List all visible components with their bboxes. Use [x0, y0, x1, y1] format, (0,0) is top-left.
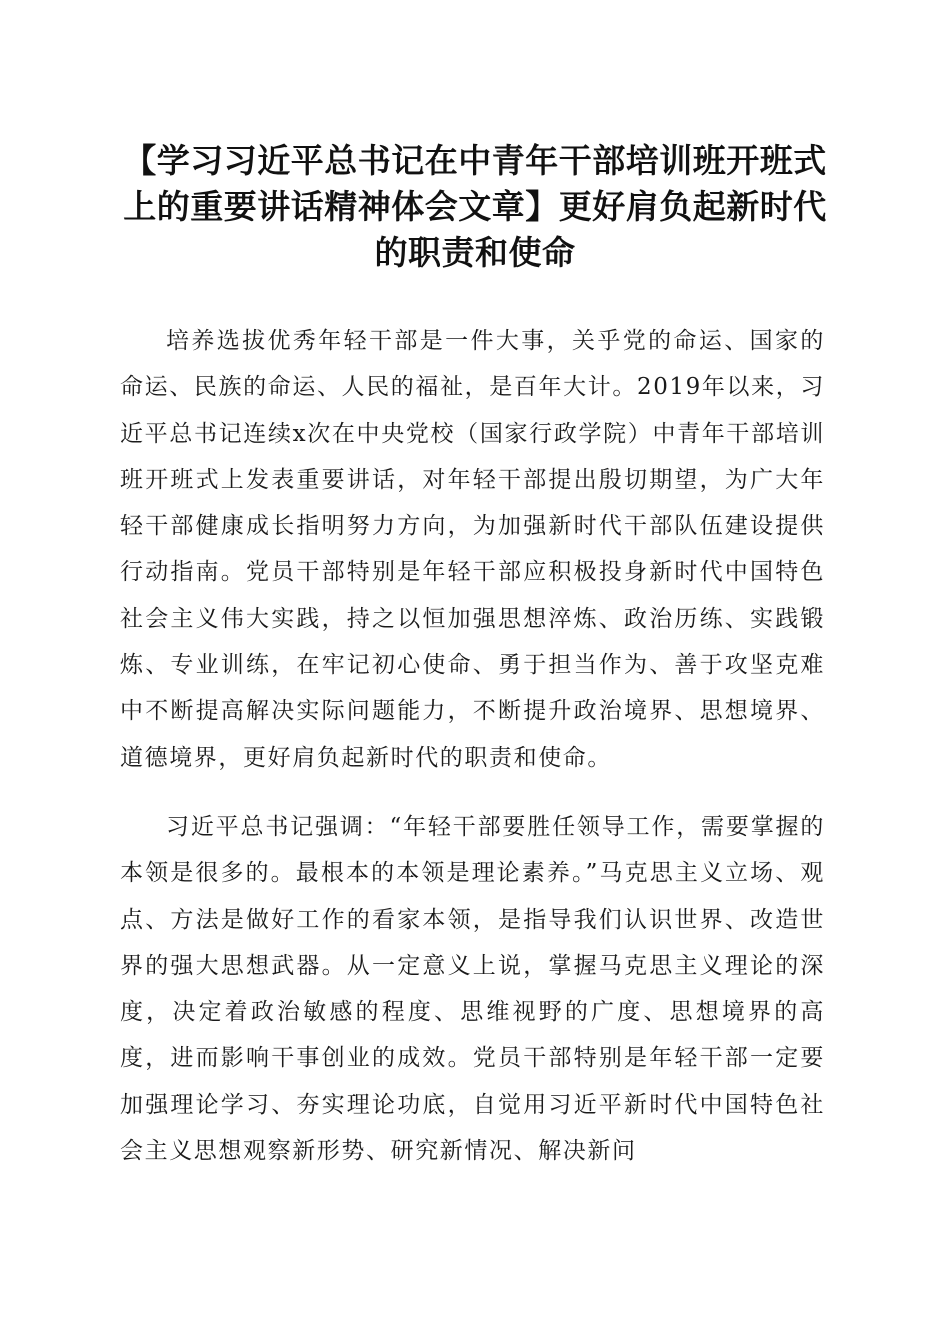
body-paragraph-1: 培养选拔优秀年轻干部是一件大事，关乎党的命运、国家的命运、民族的命运、人民的福祉，是百年大计。2019年以来，习近平总书记连续x次在中央党校（国家行政学院）中青年干部培训班开班式上发表重要讲话，对年轻干部提出殷切期望，为广大年轻干部健康成长指明努力方向，为加强新时代干部队伍建设提供行动指南。党员干部特别是年轻干部应积极投身新时代中国特色社会主义伟大实践，持之以恒加强思想淬炼、政治历练、实践锻炼、专业训练，在牢记初心使命、勇于担当作为、善于攻坚克难中不断提高解决实际问题能力，不断提升政治境界、思想境界、道德境界，更好肩负起新时代的职责和使命。	[120, 328, 825, 771]
document-title: 【学习习近平总书记在中青年干部培训班开班式上的重要讲话精神体会文章】更好肩负起新时代的职责和使命	[123, 141, 827, 272]
body-paragraph-2: 习近平总书记强调：“年轻干部要胜任领导工作，需要掌握的本领是很多的。最根本的本领是理论素养。”马克思主义立场、观点、方法是做好工作的看家本领，是指导我们认识世界、改造世界的强大思想武器。从一定意义上说，掌握马克思主义理论的深度，决定着政治敏感的程度、思维视野的广度、思想境界的高度，进而影响干事创业的成效。党员干部特别是年轻干部一定要加强理论学习、夯实理论功底，自觉用习近平新时代中国特色社会主义思想观察新形势、研究新情况、解决新问	[120, 814, 825, 1165]
